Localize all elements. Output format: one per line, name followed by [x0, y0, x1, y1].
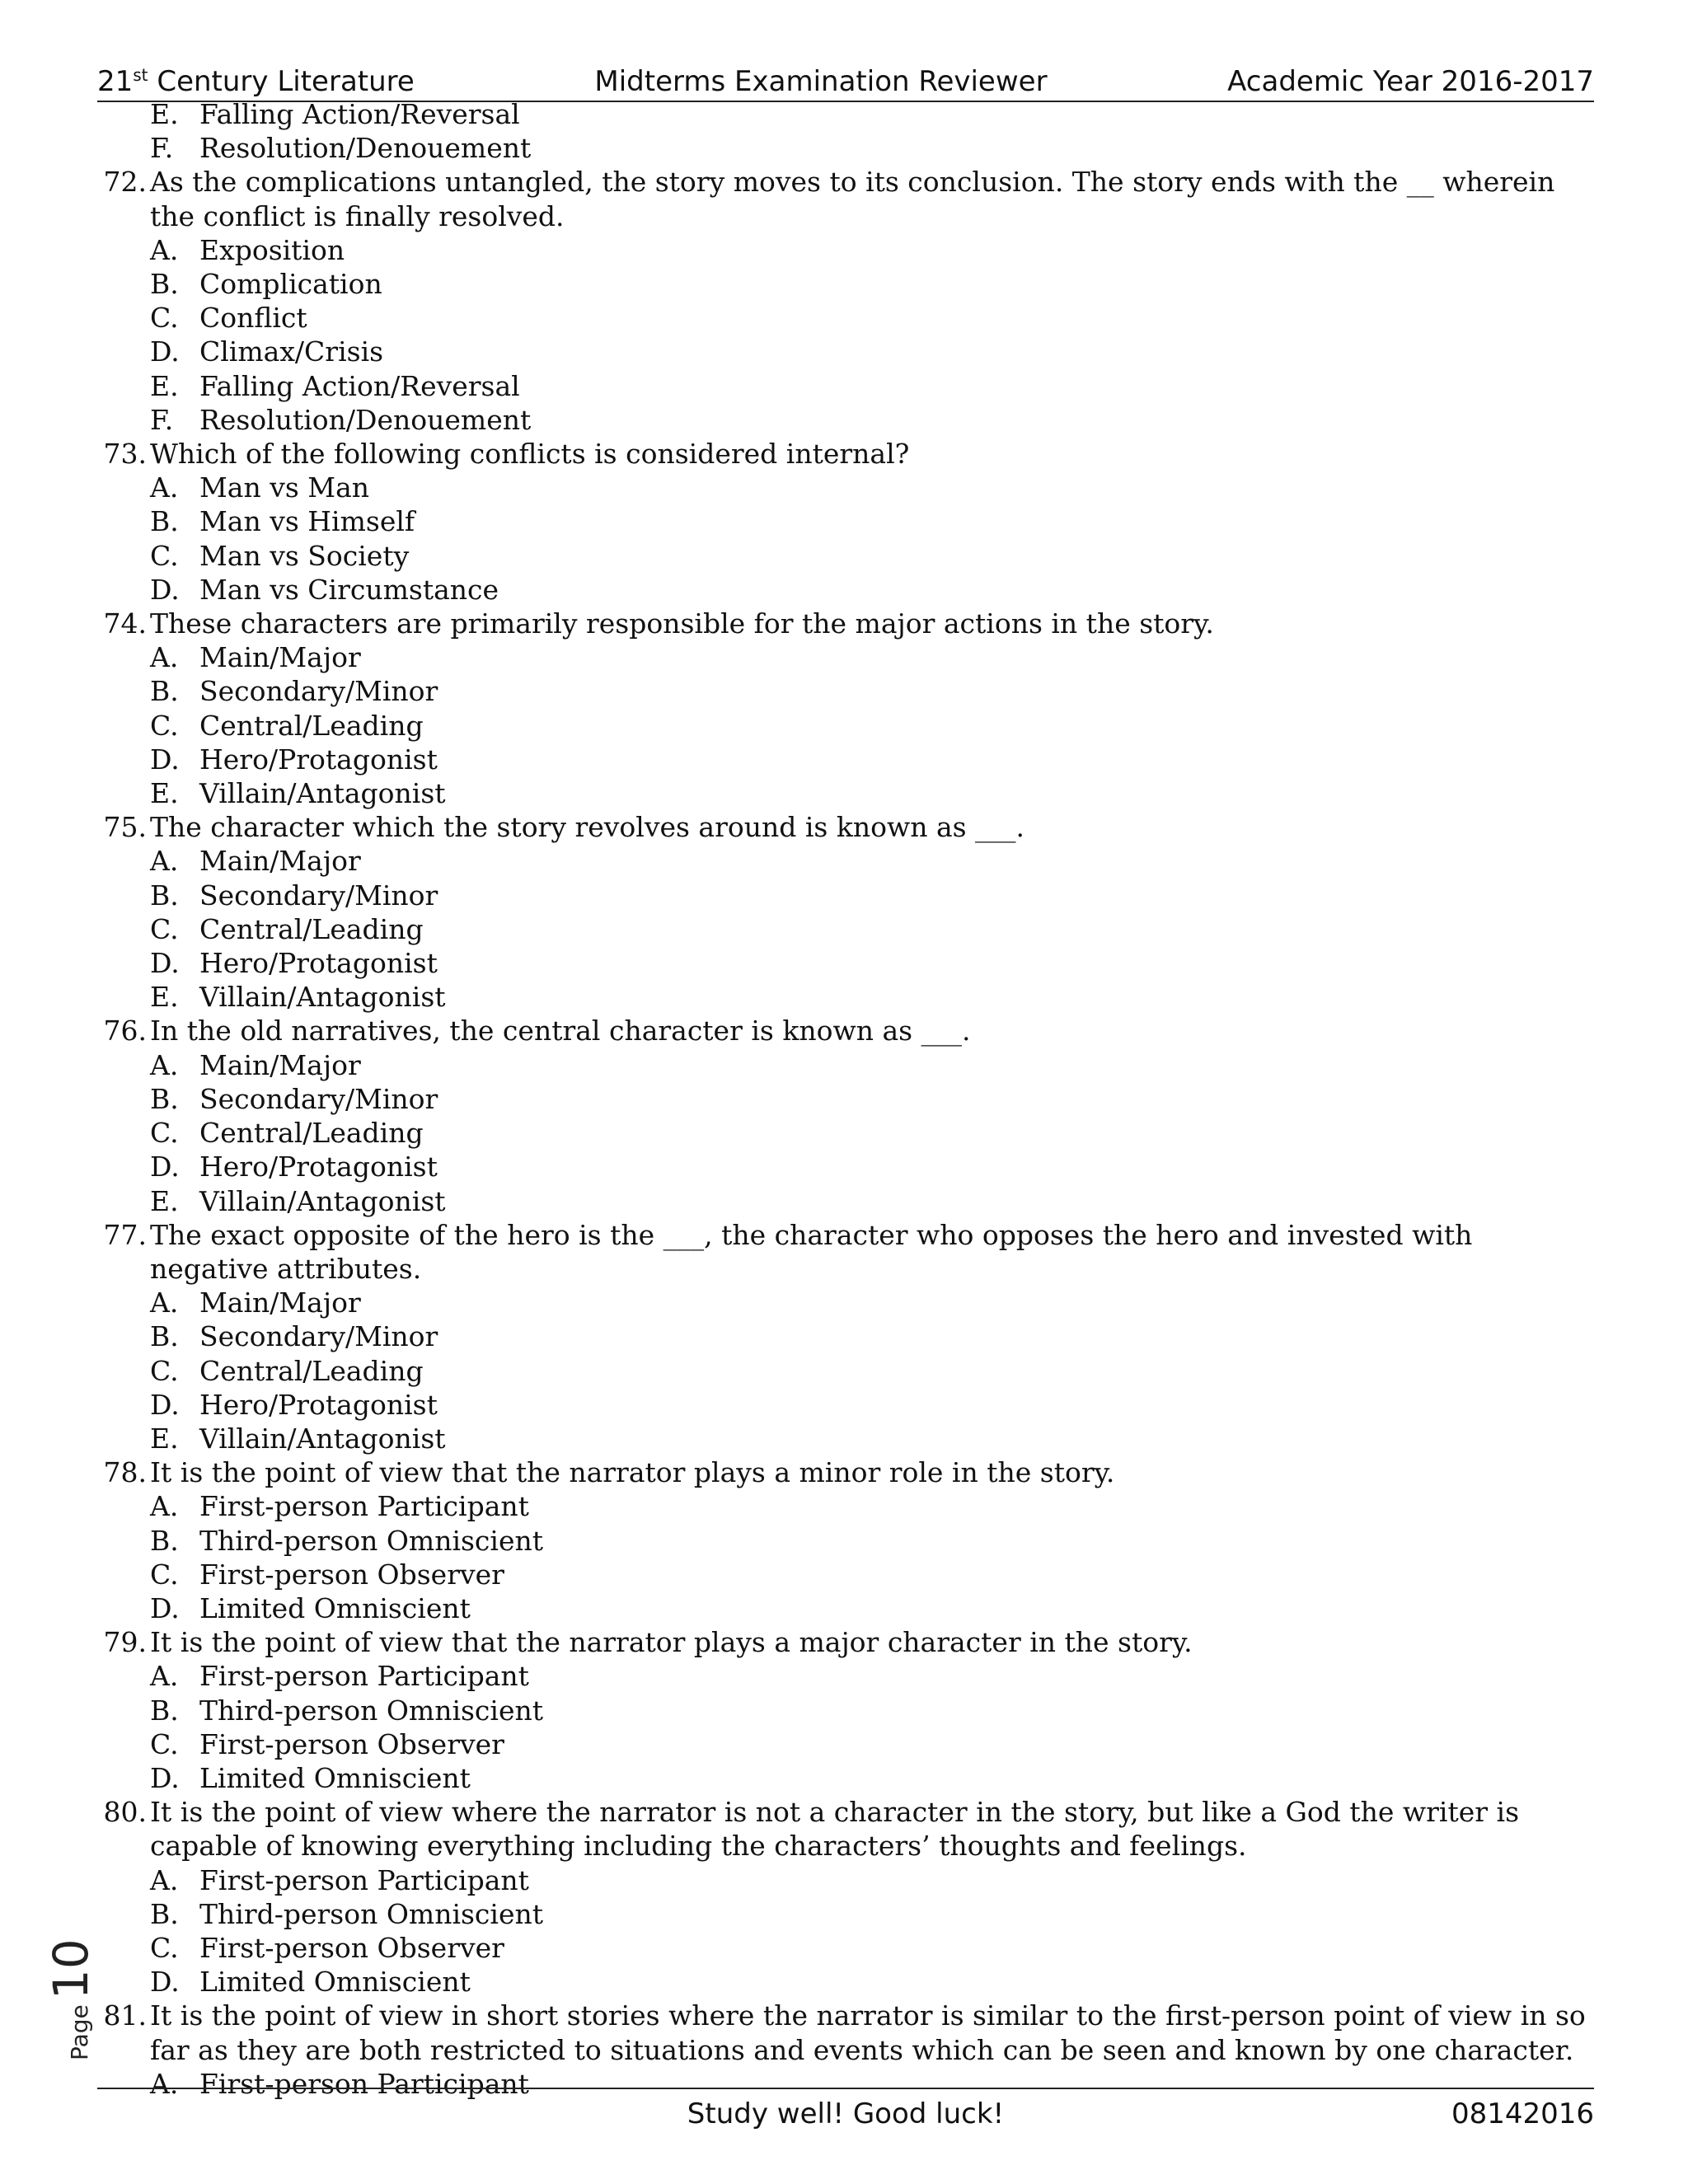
option-letter: D.: [150, 947, 180, 980]
option-letter: D.: [150, 743, 180, 776]
option-text: First-person Participant: [199, 2067, 529, 2100]
option-text: Main/Major: [199, 641, 361, 674]
question-item: [97, 607, 1597, 640]
answer-option: [97, 776, 1597, 810]
option-text: Limited Omniscient: [199, 1761, 471, 1794]
option-letter: B.: [150, 675, 179, 708]
answer-option: [97, 709, 1597, 743]
answer-option: [97, 233, 1597, 267]
option-text: First-person Observer: [199, 1558, 504, 1591]
question-text: The character which the story revolves around is known as ___.: [150, 811, 1025, 844]
option-letter: E.: [150, 777, 179, 810]
option-letter: C.: [150, 1354, 179, 1387]
question-number: 73.: [103, 438, 147, 471]
answer-option: [97, 912, 1597, 946]
option-text: Main/Major: [199, 1286, 361, 1319]
option-text: Villain/Antagonist: [199, 981, 446, 1014]
question-number: 76.: [103, 1015, 147, 1047]
question-text: In the old narratives, the central character is known as ___.: [150, 1015, 971, 1047]
option-text: Resolution/Denouement: [199, 132, 532, 165]
option-text: First-person Participant: [199, 1490, 529, 1523]
answer-option: [97, 743, 1597, 776]
answer-option: [97, 1524, 1597, 1558]
option-text: Conflict: [199, 302, 307, 335]
option-letter: C.: [150, 1727, 179, 1760]
page-header: [97, 56, 1594, 102]
option-text: Secondary/Minor: [199, 675, 438, 708]
option-text: First-person Participant: [199, 1660, 529, 1693]
answer-option: [97, 369, 1597, 403]
option-text: Hero/Protagonist: [199, 947, 438, 980]
option-text: Third-person Omniscient: [199, 1524, 544, 1557]
question-number: 72.: [103, 166, 147, 199]
answer-option: [97, 640, 1597, 674]
option-text: Secondary/Minor: [199, 1320, 438, 1353]
option-letter: A.: [150, 1490, 179, 1523]
option-text: Villain/Antagonist: [199, 777, 446, 810]
option-text: Third-person Omniscient: [199, 1694, 544, 1727]
answer-option: [97, 504, 1597, 538]
option-letter: E.: [150, 369, 179, 402]
question-text: It is the point of view that the narrator plays a minor role in the story.: [150, 1456, 1115, 1489]
page-label: Page: [66, 2004, 93, 2060]
question-item: [97, 1795, 1597, 1863]
answer-option: [97, 1116, 1597, 1150]
answer-option: [97, 1863, 1597, 1897]
option-text: Third-person Omniscient: [199, 1897, 544, 1930]
header-course: 21st Century Literature: [97, 65, 415, 98]
option-text: Central/Leading: [199, 709, 424, 742]
option-letter: B.: [150, 1524, 179, 1557]
option-letter: C.: [150, 539, 179, 572]
option-letter: A.: [150, 233, 179, 266]
option-letter: B.: [150, 1082, 179, 1115]
answer-option: [97, 403, 1597, 437]
answer-option: [97, 1354, 1597, 1388]
answer-option: [97, 1048, 1597, 1082]
option-text: Hero/Protagonist: [199, 1151, 438, 1183]
option-letter: A.: [150, 1660, 179, 1693]
option-letter: A.: [150, 1863, 179, 1896]
question-text: Which of the following conflicts is considered internal?: [150, 438, 910, 471]
option-letter: F.: [150, 403, 174, 436]
option-text: Man vs Society: [199, 539, 410, 572]
question-number: 75.: [103, 811, 147, 844]
answer-option: [97, 539, 1597, 573]
question-item: [97, 810, 1597, 844]
option-letter: D.: [150, 1591, 180, 1624]
option-text: Climax/Crisis: [199, 335, 384, 368]
page-number-mark: [43, 1938, 99, 2060]
option-letter: C.: [150, 1931, 179, 1964]
footer-code: 08142016: [1451, 2097, 1594, 2130]
option-letter: A.: [150, 641, 179, 674]
question-item: [97, 165, 1597, 232]
answer-option: [97, 980, 1597, 1014]
option-letter: A.: [150, 471, 179, 504]
option-text: Limited Omniscient: [199, 1966, 471, 1999]
question-text: As the complications untangled, the story moves to its conclusion. The story ends with the __ wherein the conflict is finally resolved.: [150, 166, 1555, 232]
option-text: Secondary/Minor: [199, 879, 438, 912]
answer-option: [97, 1489, 1597, 1523]
option-letter: B.: [150, 1320, 179, 1353]
option-letter: D.: [150, 335, 180, 368]
question-list: [97, 97, 1597, 2101]
option-letter: D.: [150, 1388, 180, 1421]
option-letter: D.: [150, 1151, 180, 1183]
answer-option: [97, 879, 1597, 912]
answer-option: [97, 674, 1597, 708]
option-text: Man vs Man: [199, 471, 369, 504]
option-text: Man vs Circumstance: [199, 573, 499, 606]
option-letter: E.: [150, 98, 179, 130]
answer-option: [97, 1150, 1597, 1183]
question-item: [97, 437, 1597, 471]
answer-option: [97, 1184, 1597, 1218]
question-number: 78.: [103, 1456, 147, 1489]
option-text: Falling Action/Reversal: [199, 98, 520, 130]
question-item: [97, 1014, 1597, 1047]
option-letter: C.: [150, 912, 179, 945]
question-text: These characters are primarily responsible for the major actions in the story.: [150, 607, 1214, 640]
answer-option: [97, 1422, 1597, 1455]
option-letter: B.: [150, 1897, 179, 1930]
question-item: [97, 1455, 1597, 1489]
option-letter: B.: [150, 505, 179, 538]
question-text: It is the point of view in short stories where the narrator is similar to the first-person point of view in so far as they are both restricted to situations and events which can be seen and known by one character.: [150, 1999, 1586, 2066]
answer-option: [97, 301, 1597, 335]
option-letter: F.: [150, 132, 174, 165]
option-text: Man vs Himself: [199, 505, 415, 538]
answer-option: [97, 1659, 1597, 1693]
answer-option: [97, 1591, 1597, 1625]
question-item: [97, 1999, 1597, 2066]
question-text: It is the point of view that the narrator plays a major character in the story.: [150, 1626, 1193, 1659]
option-text: Resolution/Denouement: [199, 403, 532, 436]
answer-option: [97, 1897, 1597, 1931]
question-item: [97, 1625, 1597, 1659]
answer-option: [97, 97, 1597, 131]
answer-option: [97, 131, 1597, 165]
option-text: Central/Leading: [199, 1354, 424, 1387]
option-text: Limited Omniscient: [199, 1591, 471, 1624]
answer-option: [97, 1388, 1597, 1422]
option-text: Secondary/Minor: [199, 1082, 438, 1115]
answer-option: [97, 1319, 1597, 1353]
question-text: It is the point of view where the narrator is not a character in the story, but like a God the writer is capable of knowing everything including the characters’ thoughts and feelings.: [150, 1796, 1520, 1863]
question-number: 74.: [103, 607, 147, 640]
answer-option: [97, 1761, 1597, 1795]
page-number: 10: [43, 1938, 99, 2000]
option-letter: A.: [150, 2067, 179, 2100]
option-letter: E.: [150, 1422, 179, 1455]
option-letter: B.: [150, 268, 179, 301]
option-text: Main/Major: [199, 845, 361, 878]
option-letter: A.: [150, 845, 179, 878]
answer-option: [97, 1286, 1597, 1319]
answer-option: [97, 1727, 1597, 1761]
answer-option: [97, 2067, 1597, 2101]
question-number: 77.: [103, 1218, 147, 1251]
option-text: Villain/Antagonist: [199, 1184, 446, 1217]
option-text: Villain/Antagonist: [199, 1422, 446, 1455]
question-number: 79.: [103, 1626, 147, 1659]
question-item: [97, 1218, 1597, 1286]
answer-option: [97, 844, 1597, 878]
answer-option: [97, 335, 1597, 368]
option-letter: A.: [150, 1286, 179, 1319]
answer-option: [97, 1558, 1597, 1591]
option-text: First-person Participant: [199, 1863, 529, 1896]
option-text: Complication: [199, 268, 382, 301]
answer-option: [97, 946, 1597, 980]
option-letter: A.: [150, 1048, 179, 1081]
option-letter: C.: [150, 709, 179, 742]
option-text: Exposition: [199, 233, 345, 266]
option-letter: D.: [150, 1966, 180, 1999]
option-text: First-person Observer: [199, 1931, 504, 1964]
question-number: 81.: [103, 1999, 147, 2032]
option-letter: E.: [150, 1184, 179, 1217]
header-academic-year: Academic Year 2016-2017: [1227, 65, 1594, 98]
option-letter: C.: [150, 1117, 179, 1150]
question-text: The exact opposite of the hero is the ___, the character who opposes the hero and invested with negative attributes.: [150, 1218, 1473, 1285]
option-text: Main/Major: [199, 1048, 361, 1081]
answer-option: [97, 1931, 1597, 1965]
page-footer: [97, 2088, 1594, 2130]
option-letter: B.: [150, 879, 179, 912]
answer-option: [97, 267, 1597, 301]
answer-option: [97, 1082, 1597, 1116]
option-text: Falling Action/Reversal: [199, 369, 520, 402]
answer-option: [97, 573, 1597, 607]
footer-message: Study well! Good luck!: [687, 2097, 1005, 2130]
option-text: Central/Leading: [199, 912, 424, 945]
option-letter: D.: [150, 573, 180, 606]
question-number: 80.: [103, 1796, 147, 1829]
option-text: Central/Leading: [199, 1117, 424, 1150]
answer-option: [97, 1965, 1597, 1999]
option-letter: C.: [150, 1558, 179, 1591]
header-title: Midterms Examination Reviewer: [594, 65, 1048, 98]
option-letter: C.: [150, 302, 179, 335]
option-text: Hero/Protagonist: [199, 1388, 438, 1421]
option-letter: D.: [150, 1761, 180, 1794]
option-text: First-person Observer: [199, 1727, 504, 1760]
option-letter: B.: [150, 1694, 179, 1727]
answer-option: [97, 471, 1597, 504]
option-text: Hero/Protagonist: [199, 743, 438, 776]
answer-option: [97, 1694, 1597, 1727]
option-letter: E.: [150, 981, 179, 1014]
